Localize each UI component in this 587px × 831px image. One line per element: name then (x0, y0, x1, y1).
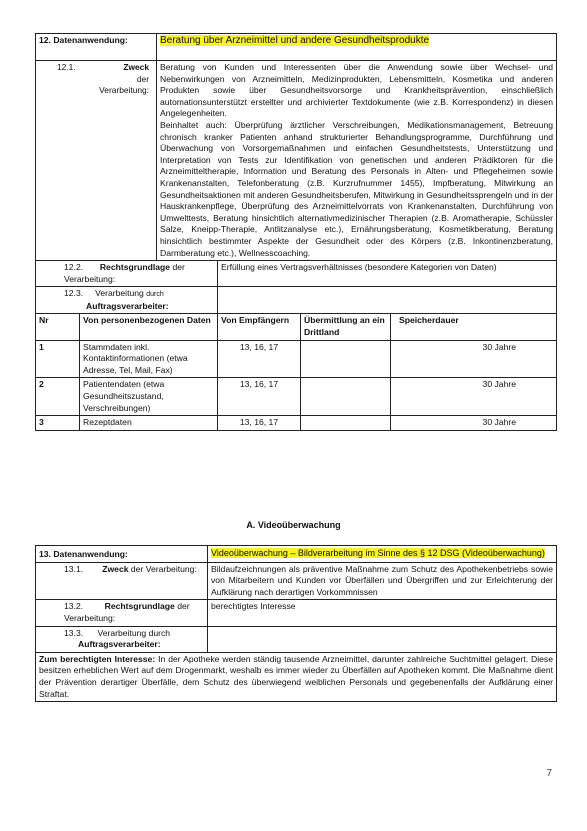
s12-r3-label-a: Verarbeitung (95, 288, 144, 299)
s13-r1-label-bold: Zweck (102, 563, 129, 574)
row-third-country (301, 416, 391, 431)
row-recipients: 13, 16, 17 (218, 416, 301, 431)
s12-r3-label (36, 287, 218, 314)
table-row (36, 416, 557, 431)
row-data: Stammdaten inkl. Kontaktinformationen (etwa Adresse, Tel, Mail, Fax) (80, 340, 218, 378)
section-12-table (35, 33, 557, 431)
section-13-table (35, 545, 557, 702)
row-third-country (301, 340, 391, 378)
col-duration: Speicherdauer (391, 314, 557, 340)
s12-r3-label-small: durch (146, 291, 164, 299)
s13-r2-label (36, 600, 208, 626)
row-data: Rezeptdaten (80, 416, 218, 431)
s13-r2-label-rest: der Verarbeitung: (64, 601, 190, 623)
s13-r3-label-a: Verarbeitung durch (97, 627, 171, 638)
row-nr: 3 (39, 417, 44, 428)
s12-r2-num: 12.2. (64, 262, 84, 273)
s13-r3-label-bold: Auftragsverarbeiter: (78, 639, 161, 650)
col-data: Von personenbezogenen Daten (80, 314, 218, 340)
s13-r3-label (36, 626, 208, 652)
s12-subject: Beratung über Arzneimittel und andere Gesundheitsprodukte (160, 35, 430, 46)
s12-r1-text-cell (157, 61, 557, 261)
table-row (36, 340, 557, 378)
row-duration: 30 Jahre (391, 416, 557, 431)
col-recipients: Von Empfängern (218, 314, 301, 340)
s12-r1-label-bold: Zweck (123, 62, 149, 72)
row-data: Patientendaten (etwa Gesundheitszustand, Verschreibungen) (80, 378, 218, 416)
s12-r2-label-bold: Rechtsgrundlage (99, 262, 171, 273)
s13-r2-label-bold: Rechtsgrundlage (104, 601, 175, 612)
s12-r3-text (218, 287, 557, 314)
s12-r2-text: Erfüllung eines Vertragsverhältnisses (besondere Kategorien von Daten) (218, 261, 557, 287)
section-a-heading: A. Videoüberwachung (246, 520, 341, 530)
s12-table-header (36, 314, 557, 340)
s13-r1-label-rest: der Verarbeitung: (130, 563, 197, 574)
col-nr: Nr (36, 314, 80, 340)
row-duration: 30 Jahre (391, 378, 557, 416)
s12-r1-text2: Beinhaltet auch: Überprüfung ärztlicher Verschreibungen, Medikationsmanagement, Betreuung chronisch kranker Patienten anhand strukturierter Behandlungsprogramme, Durchführung und Überwachung von Vorsorgemaßnahmen und einfachen Gesundheitstests, Unterstützung und Interpretation von Tests zur Identifikation von genetischen und anderen Prädiktoren für die Arzneimitteltherapie, Information und Beratung des Personals in Alten- und Pflegeheimen sowie Krankenanstalten, Telefonberatung (z.B. Kurzrufnummer 1455), Impfberatung, Mitwirkung an Gesundheitsaktionen mit anderen Gesundheitsberufen, Mitwirkung in Gesundheitssprengeln und in der Hauskrankenpflege, Überprüfung des Arzneimittelvorrats von Krankenanstalten, Durchführung von Umwelttests, Beratung hinsichtlich alternativmedizinischer Therapien (z.B. Aromatherapie, Schüssler Salze, Kneipp-Therapie, Antlitzanalyse etc.), Ernährungsberatung, Kosmetikberatung, Beratung hinsichtlich bestimmter Aspekte der Gesundheit oder des Körpers (z.B. Inkontinenzberatung, Darmberatung etc.), Wellnesscoaching. (160, 119, 553, 258)
row-recipients: 13, 16, 17 (218, 378, 301, 416)
s12-r2-label-rest: der Verarbeitung: (64, 262, 185, 284)
table-row (36, 378, 557, 416)
s13-interest-cell (36, 652, 557, 701)
s13-r2-text: berechtigtes Interesse (208, 600, 557, 626)
s12-r1-num: 12.1. (57, 62, 76, 72)
s12-subject-cell (157, 34, 557, 61)
s12-r2-label (36, 261, 218, 287)
s13-subject-cell (208, 546, 557, 563)
s13-r1-text: Bildaufzeichnungen als präventive Maßnahme zum Schutz des Apothekenbetriebs sowie von Mitarbeitern und Kunden vor Überfällen und Übergriffen und zur Erleichterung der Aufklärung nach derartigen Vorkommnissen (208, 562, 557, 600)
s12-title: 12. Datenanwendung: (36, 34, 157, 61)
s12-r1-text: Beratung von Kunden und Interessenten über die Anwendung sowie über Wechsel- und Nebenwirkungen von Arzneimitteln, Medizinprodukten, Lebensmitteln, Kosmetika und anderen Produkten sowie über Gesundheitsvorsorge und Krankheitsprävention, einschließlich automationsunterstützt erstellter und archivierter Textdokumente (wie z.B. Korrespondenz) in diesen Angelegenheiten. (160, 62, 553, 119)
s13-r3-num: 13.3. (64, 627, 84, 638)
s12-r3-num: 12.3. (64, 288, 84, 299)
s12-r1-label (36, 61, 157, 261)
row-duration: 30 Jahre (391, 340, 557, 378)
s13-interest-label: Zum berechtigten Interesse: (39, 653, 156, 664)
row-third-country (301, 378, 391, 416)
s13-interest-text: In der Apotheke werden ständig tausende Arzneimittel, darunter zahlreiche Suchtmittel gelagert. Diese besitzen erheblichen Wert auf dem Drogenmarkt, weshalb es immer wieder zu Überfällen auf Apotheken kommt. Die Maßnahme dient der Prävention derartiger Überfälle, dem Schutz des überwiegend weiblichen Personals und gegebenenfalls der Aufklärung einer Straftat. (39, 653, 553, 699)
row-nr: 1 (39, 341, 44, 352)
s12-r1-label-rest: der Verarbeitung: (99, 73, 149, 96)
s13-r3-text (208, 626, 557, 652)
col-third-country: Übermittlung an ein Drittland (301, 314, 391, 340)
s12-r3-label-bold: Auftragsverarbeiter: (86, 300, 169, 311)
row-recipients: 13, 16, 17 (218, 340, 301, 378)
s13-r1-label (36, 562, 208, 600)
row-nr: 2 (39, 379, 44, 390)
s13-subject: Videoüberwachung – Bildverarbeitung im Sinne des § 12 DSG (Videoüberwachung) (211, 548, 545, 558)
page-number: 7 (546, 768, 552, 779)
s13-r1-num: 13.1. (64, 563, 84, 574)
s13-title: 13. Datenanwendung: (36, 546, 208, 563)
s13-r2-num: 13.2. (64, 601, 84, 612)
